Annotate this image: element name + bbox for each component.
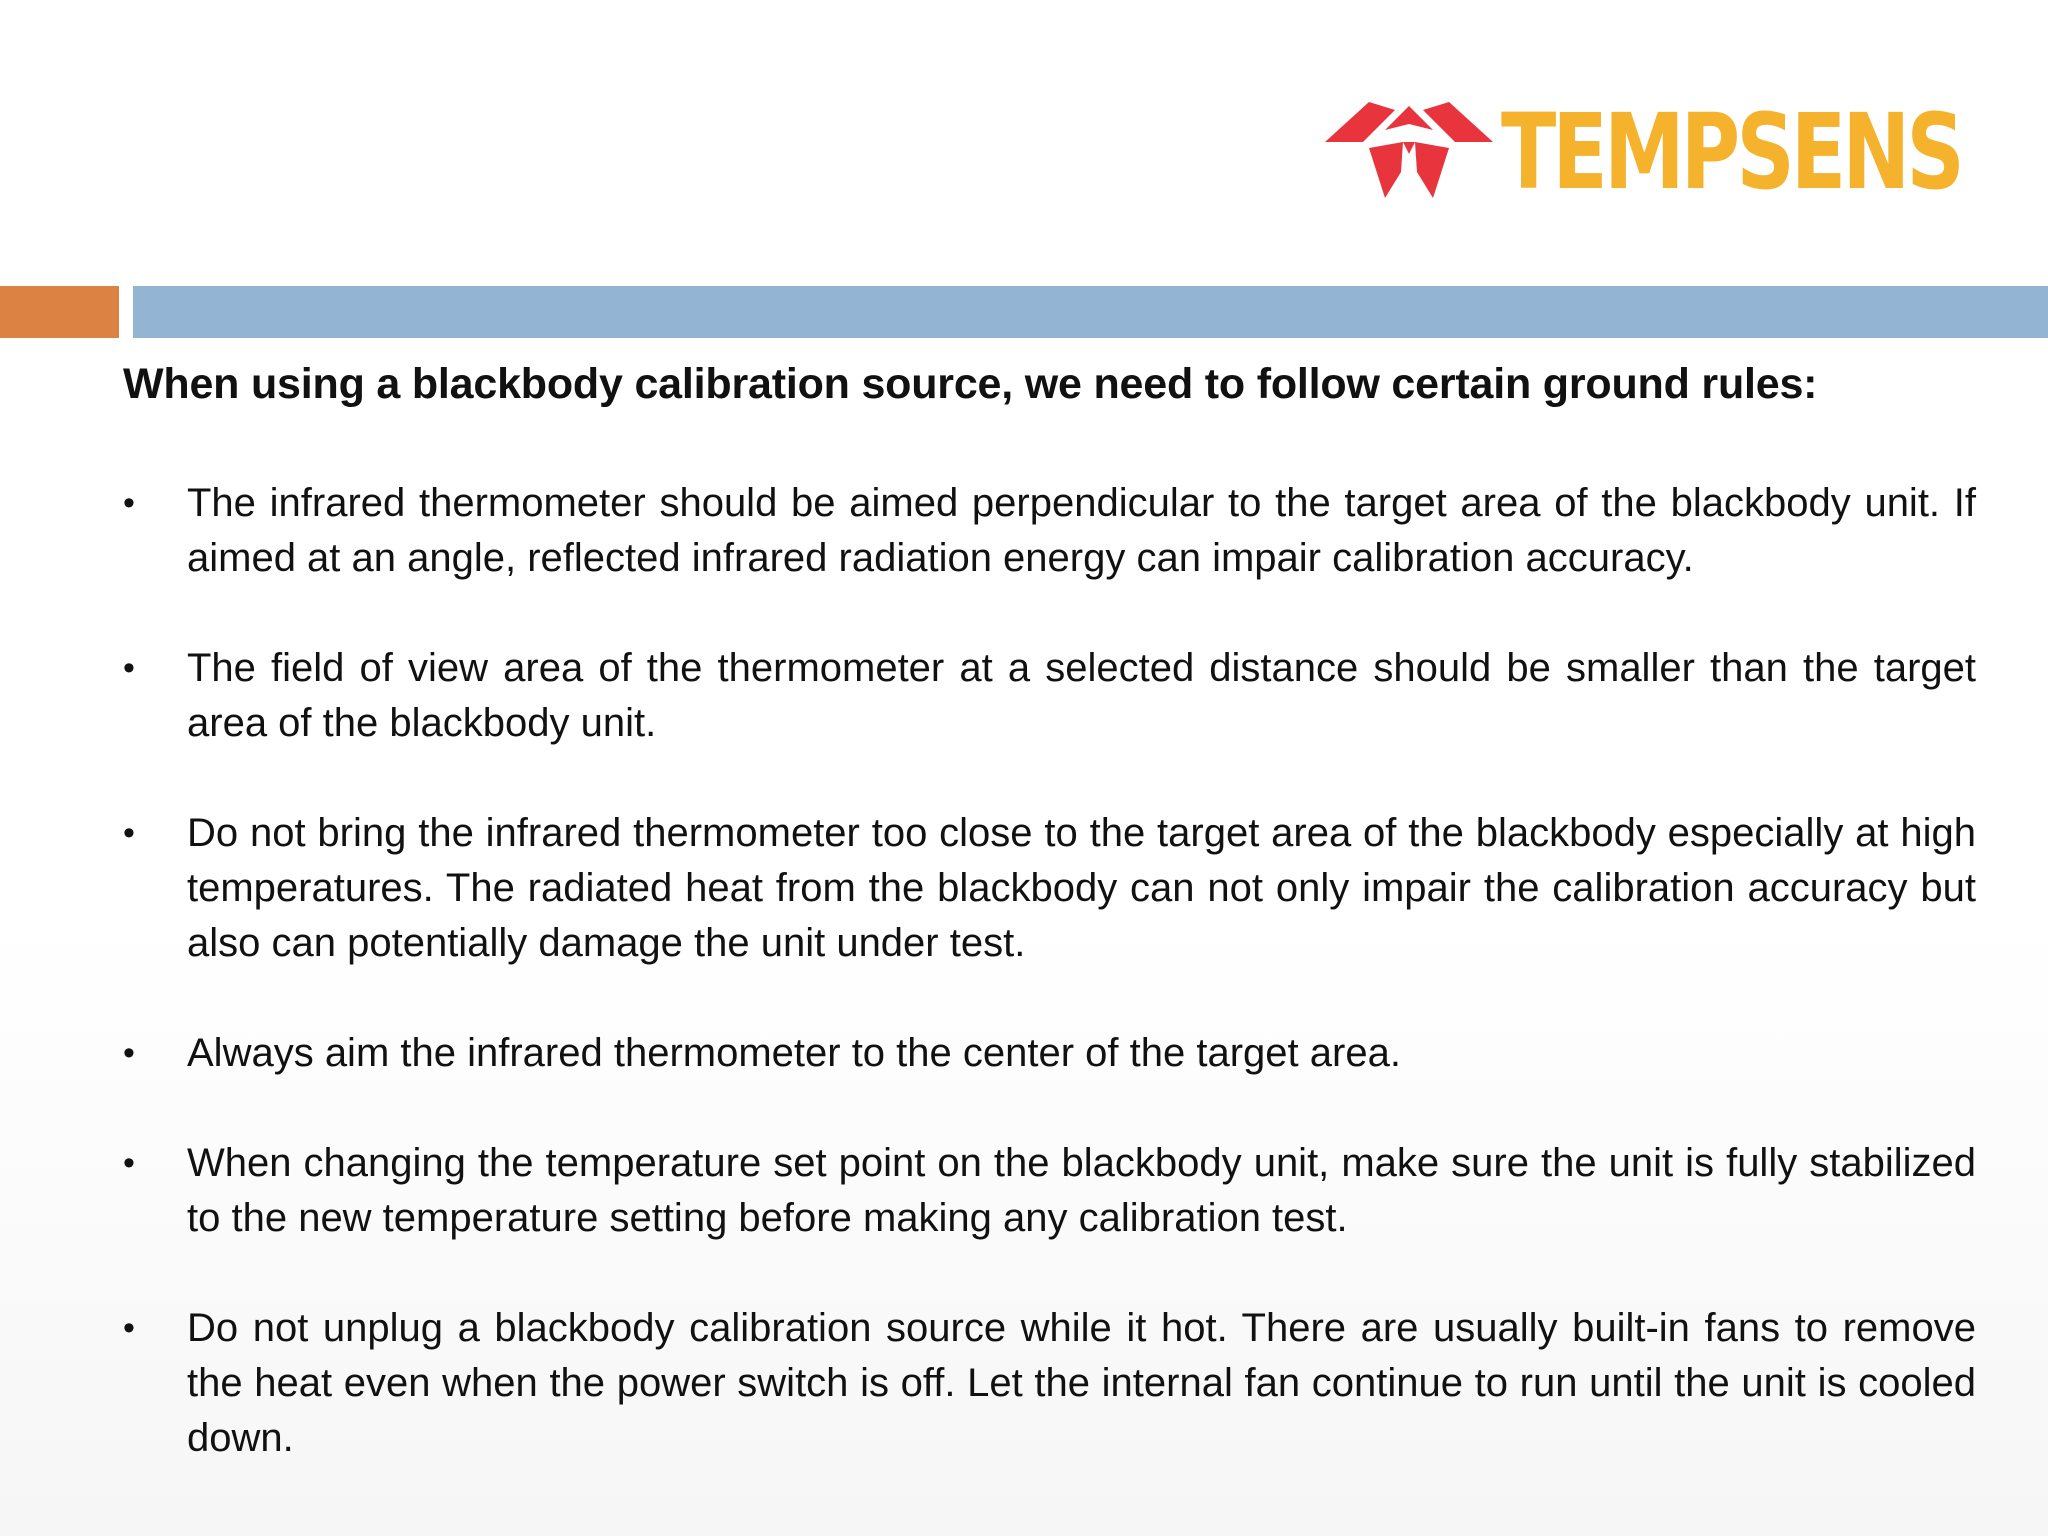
list-item-text: Do not bring the infrared thermometer too close to the target area of the blackbody especially at high temperatures. The radiated heat from the blackbody can not only impair the calibration accuracy but also can potentially damage the unit under test.	[187, 811, 1976, 965]
list-item-text: The infrared thermometer should be aimed perpendicular to the target area of the blackbody unit. If aimed at an angle, reflected infrared radiation energy can impair calibration accuracy.	[187, 481, 1976, 580]
title-bar	[133, 286, 2048, 338]
list-item	[123, 1136, 1976, 1246]
bullet-icon: •	[123, 1034, 135, 1072]
list-item	[123, 1026, 1976, 1081]
list-item	[123, 641, 1976, 751]
list-item-text: The field of view area of the thermometer at a selected distance should be smaller than the target area of the blackbody unit.	[187, 646, 1976, 745]
list-item-text: Always aim the infrared thermometer to the center of the target area.	[187, 1031, 1401, 1075]
logo-wordmark: TEMPSENS	[1501, 91, 1961, 213]
list-item-text: Do not unplug a blackbody calibration source while it hot. There are usually built-in fans to remove the heat even when the power switch is off. Let the internal fan continue to run until the unit is cooled down.	[187, 1306, 1976, 1460]
bullet-icon: •	[123, 1144, 135, 1182]
accent-bar	[0, 286, 119, 338]
list-item	[123, 806, 1976, 971]
list-item-text: When changing the temperature set point on the blackbody unit, make sure the unit is fully stabilized to the new temperature setting before making any calibration test.	[187, 1141, 1976, 1240]
rules-list	[123, 476, 1976, 1521]
bullet-icon: •	[123, 814, 135, 852]
list-item	[123, 476, 1976, 586]
tempsens-logo	[1325, 91, 2048, 213]
list-item	[123, 1301, 1976, 1466]
slide-heading: When using a blackbody calibration source, we need to follow certain ground rules:	[123, 360, 1818, 408]
bullet-icon: •	[123, 649, 135, 687]
bullet-icon: •	[123, 1309, 135, 1347]
bullet-icon: •	[123, 484, 135, 522]
tempsens-arrows-icon	[1325, 102, 1493, 198]
